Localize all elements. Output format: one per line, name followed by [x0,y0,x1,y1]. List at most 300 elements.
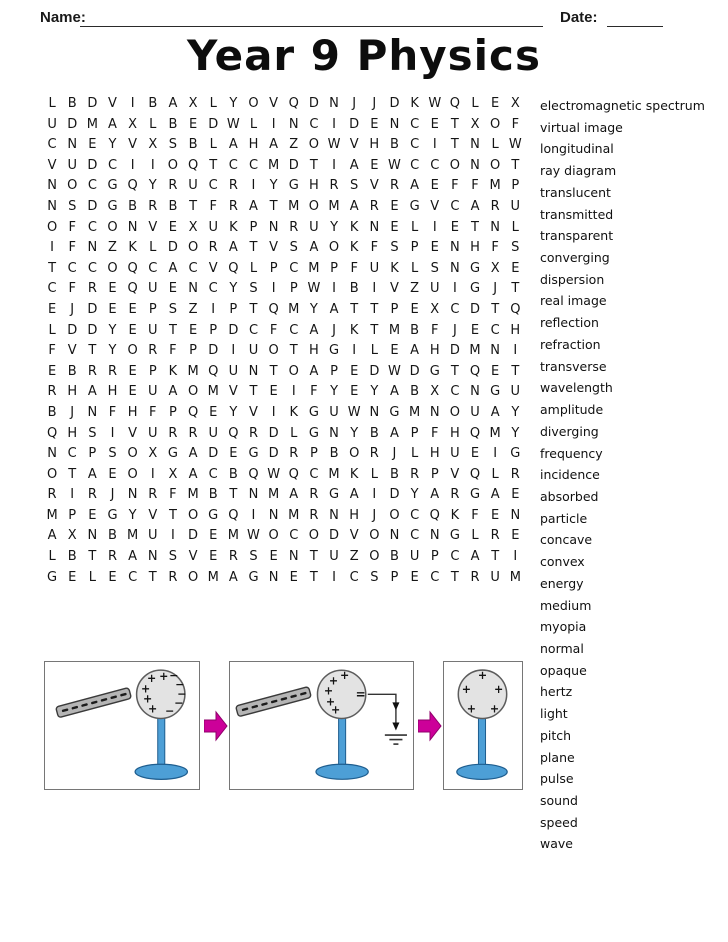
grid-row [42,176,525,197]
grid-letter: R [369,198,379,214]
grid-letter: D [87,198,98,214]
grid-letter: V [128,425,138,441]
grid-letter: E [269,384,278,400]
word-list-item: wave [540,836,573,852]
grid-letter: C [128,569,138,585]
grid-letter: B [128,198,138,214]
electroscope-step-2-panel [229,661,414,790]
grid-letter: A [228,137,238,153]
grid-letter: H [429,446,440,462]
grid-letter: C [450,198,460,214]
grid-letter: C [450,301,460,317]
grid-letter: C [349,569,359,585]
grid-letter: E [47,301,57,317]
grid-letter: U [510,198,521,214]
grid-letter: R [510,466,520,482]
grid-letter: Y [511,404,520,420]
grid-letter: O [449,157,460,173]
grid-letter: T [168,507,177,523]
grid-letter: D [228,322,239,338]
grid-letter: W [307,281,321,297]
plus-charge: + [461,683,472,697]
grid-letter: T [249,240,258,256]
grid-letter: G [107,507,118,523]
electroscope-step-1-drawing [45,662,199,789]
grid-letter: A [228,240,238,256]
grid-letter: H [67,425,78,441]
grid-letter: E [188,116,198,132]
grid-letter: Q [228,507,239,523]
grid-letter: E [209,549,218,565]
grid-letter: I [271,404,276,420]
grid-letter: C [228,157,238,173]
grid-letter: V [450,466,460,482]
grid-letter: K [410,96,419,111]
grid-letter: R [329,178,339,194]
grid-row [42,321,525,342]
grid-letter: O [328,240,340,256]
grid-letter: N [87,240,98,256]
grid-row [42,135,525,156]
charged-rod [56,688,132,718]
grid-letter: T [289,343,298,359]
grid-row [42,94,525,115]
grid-letter: O [127,466,138,482]
grid-letter: A [168,260,178,276]
grid-letter: H [309,343,319,359]
grid-letter: E [108,281,117,297]
grid-letter: N [87,404,98,420]
grid-letter: H [449,425,460,441]
word-list-item: normal [540,640,584,656]
grid-letter: Y [330,219,339,235]
grid-letter: P [330,363,338,379]
grid-letter: M [46,507,58,523]
minus-charge: − [169,669,179,683]
word-list-item: wavelength [540,380,613,396]
grid-letter: I [332,157,336,173]
grid-letter: B [369,425,379,441]
grid-letter: P [390,569,399,585]
grid-letter: P [229,301,238,317]
grid-letter: C [208,178,218,194]
word-list-item: real image [540,293,607,309]
grid-letter: N [389,116,400,132]
grid-letter: N [429,404,440,420]
minus-charge: − [165,704,175,718]
grid-letter: F [350,260,358,276]
grid-letter: H [248,137,259,153]
grid-letter: R [168,178,178,194]
grid-row [42,197,525,218]
grid-letter: O [369,549,380,565]
grid-letter: T [450,116,459,132]
grid-letter: H [127,404,138,420]
grid-letter: Q [510,301,521,317]
grid-letter: C [289,322,299,338]
grid-letter: B [390,137,399,153]
grid-letter: N [188,281,198,297]
grid-row [42,547,525,568]
grid-letter: I [372,487,377,503]
grid-letter: A [228,569,238,585]
grid-letter: T [491,301,500,317]
electroscope-step-3-panel [443,661,523,790]
grid-letter: T [511,363,520,379]
grid-row [42,506,525,527]
grid-letter: L [410,260,419,276]
grid-letter: O [308,198,320,214]
grid-letter: R [107,549,118,565]
word-list-item: dispersion [540,271,605,287]
step-arrow-icon [418,710,442,742]
grid-letter: M [288,301,300,317]
grid-letter: C [107,157,118,173]
grid-letter: D [268,425,279,441]
grid-letter: Z [108,240,117,256]
grid-letter: L [471,528,479,544]
grid-letter: J [70,404,75,420]
plus-charge: + [477,669,488,683]
grid-letter: F [431,322,439,338]
grid-letter: E [511,260,520,276]
grid-letter: D [329,528,340,544]
grid-letter: C [208,466,218,482]
grid-letter: J [372,96,377,111]
word-list-item: converging [540,250,610,266]
grid-letter: B [188,137,198,153]
grid-letter: P [430,549,439,565]
grid-letter: O [369,528,380,544]
grid-letter: D [208,343,219,359]
grid-letter: S [168,137,178,153]
grid-letter: O [490,157,501,173]
grid-letter: F [370,240,379,256]
grid-letter: V [47,157,57,173]
grid-letter: C [67,446,77,462]
grid-letter: C [410,157,420,173]
grid-letter: G [288,178,299,194]
grid-letter: R [389,178,399,194]
grid-letter: Z [289,137,299,153]
grid-letter: I [332,281,336,297]
grid-letter: G [308,404,319,420]
word-list-item: ray diagram [540,163,617,179]
grid-letter: E [430,240,439,256]
grid-letter: O [127,446,138,462]
grid-letter: N [490,343,501,359]
plus-charge: + [148,702,158,716]
word-list-item: speed [540,814,578,830]
grid-letter: I [271,281,276,297]
grid-letter: M [328,466,340,482]
grid-letter: D [449,343,460,359]
grid-letter: D [87,96,98,111]
grid-letter: I [251,507,256,523]
grid-letter: U [409,549,420,565]
grid-letter: G [389,404,400,420]
grid-letter: A [349,487,359,503]
plus-charge: + [339,669,350,683]
grid-letter: U [148,281,158,297]
grid-letter: E [88,137,97,153]
grid-letter: X [67,528,77,544]
grid-letter: U [248,343,259,359]
grid-letter: C [430,157,440,173]
grid-letter: I [271,116,276,132]
grid-letter: P [390,301,399,317]
grid-letter: O [288,363,299,379]
grid-letter: E [289,569,298,585]
grid-letter: P [410,240,419,256]
grid-letter: I [130,157,135,173]
grid-letter: C [87,219,97,235]
grid-letter: U [148,322,158,338]
grid-letter: C [490,322,500,338]
grid-letter: I [372,281,377,297]
grid-letter: O [308,137,320,153]
charged-rod [236,687,312,717]
word-list-item: sound [540,793,578,808]
grid-letter: O [187,240,199,256]
grid-letter: B [228,466,238,482]
grid-letter: B [47,404,57,420]
plus-charge: + [147,672,157,686]
grid-letter: U [329,549,339,565]
grid-letter: L [290,425,298,441]
grid-letter: B [108,528,117,544]
word-list-item: longitudinal [540,141,614,157]
grid-letter: Q [127,281,138,297]
grid-letter: P [189,343,197,359]
grid-letter: V [128,137,138,153]
grid-letter: L [149,240,157,256]
grid-letter: T [269,198,278,214]
grid-letter: C [248,157,259,173]
grid-letter: M [86,116,98,132]
grid-letter: S [249,281,258,297]
grid-letter: R [47,487,57,503]
grid-letter: Y [108,137,117,153]
grid-letter: P [289,281,298,297]
grid-row [42,279,525,300]
plus-charge: + [328,674,339,688]
grid-letter: J [70,301,75,317]
grid-letter: X [510,96,520,111]
grid-letter: E [269,549,278,565]
grid-row [42,259,525,280]
grid-letter: C [450,549,460,565]
grid-letter: S [68,198,77,214]
word-list-item: light [540,706,568,722]
grid-letter: E [128,301,137,317]
grid-letter: G [469,487,481,503]
grid-letter: P [430,466,439,482]
grid-letter: O [449,404,460,420]
grid-letter: T [491,549,500,565]
grid-row [42,568,525,589]
electroscope-step-1-panel [44,661,200,790]
grid-letter: N [369,219,380,235]
grid-letter: G [47,569,58,585]
grid-letter: T [48,260,57,276]
grid-letter: L [370,466,378,482]
grid-letter: K [349,219,359,235]
grid-letter: P [88,446,97,462]
grid-letter: G [308,425,319,441]
grid-letter: R [228,198,238,214]
grid-letter: M [227,528,239,544]
grid-letter: D [87,301,98,317]
grid-letter: A [430,487,440,503]
grid-letter: D [409,363,420,379]
grid-letter: C [430,569,440,585]
grid-letter: N [490,219,501,235]
grid-letter: C [289,528,299,544]
grid-letter: I [70,487,75,503]
grid-letter: Q [449,96,460,111]
grid-letter: E [370,157,379,173]
grid-letter: X [188,96,198,111]
grid-letter: E [168,219,178,235]
grid-letter: H [349,507,360,523]
grid-letter: F [471,507,479,523]
grid-letter: A [390,384,399,400]
grid-letter: C [188,260,198,276]
grid-letter: Y [370,384,379,400]
sphere-stand [339,717,346,767]
grid-letter: R [148,343,158,359]
grid-row [42,382,525,403]
grid-letter: D [188,528,199,544]
word-list-item: hertz [540,684,573,700]
grid-letter: T [350,301,359,317]
grid-letter: C [309,116,319,132]
grid-letter: E [168,281,178,297]
grid-letter: N [127,219,138,235]
grid-letter: X [168,466,178,482]
grid-letter: T [511,281,520,297]
grid-letter: G [490,384,501,400]
grid-letter: F [68,281,76,297]
grid-row [42,362,525,383]
grid-letter: E [410,301,419,317]
grid-letter: A [188,466,198,482]
grid-letter: V [148,219,158,235]
grid-letter: N [329,96,339,111]
plus-charge: + [159,670,169,684]
grid-letter: S [108,446,117,462]
grid-letter: T [249,384,258,400]
plus-charge: + [323,684,334,698]
grid-letter: T [450,137,459,153]
grid-letter: B [349,281,359,297]
grid-letter: S [168,549,178,565]
grid-letter: Z [349,549,359,565]
grid-letter: R [309,507,319,523]
grid-letter: R [490,528,500,544]
grid-letter: D [167,240,178,256]
grid-letter: N [470,137,480,153]
grid-letter: N [389,528,400,544]
grid-letter: L [209,137,217,153]
grid-letter: D [87,157,98,173]
grid-letter: Q [268,301,279,317]
grid-letter: C [410,528,420,544]
grid-letter: M [408,404,421,420]
grid-letter: U [148,528,158,544]
grid-row [42,424,525,445]
grid-letter: S [430,260,439,276]
grid-letter: M [388,322,401,338]
grid-letter: R [289,446,299,462]
grid-letter: Y [148,178,157,194]
grid-letter: W [388,157,401,173]
grid-letter: F [511,116,520,132]
grid-letter: D [87,322,98,338]
word-list-item: diverging [540,423,599,439]
grid-letter: P [168,404,177,420]
grid-letter: C [148,260,158,276]
grid-letter: Y [330,384,339,400]
grid-letter: E [470,446,480,462]
grid-letter: N [429,528,440,544]
grid-letter: B [410,384,420,400]
grid-letter: A [128,549,138,565]
grid-letter: N [87,528,98,544]
grid-letter: T [471,219,479,235]
grid-letter: L [48,96,56,111]
grid-letter: R [369,446,379,462]
grid-letter: T [88,343,97,359]
grid-letter: S [168,301,178,317]
grid-letter: A [47,528,57,544]
grid-letter: E [390,198,399,214]
sphere-stand [478,717,485,767]
grid-letter: E [491,363,500,379]
grid-letter: B [329,446,339,462]
grid-letter: R [410,466,420,482]
grid-letter: U [67,157,77,173]
grid-letter: I [291,384,296,400]
grid-letter: M [328,198,340,214]
grid-letter: C [450,384,460,400]
grid-letter: N [369,404,380,420]
grid-letter: T [168,322,177,338]
grid-letter: Q [228,260,239,276]
grid-letter: N [47,198,57,214]
grid-letter: P [249,219,258,235]
grid-letter: R [148,198,158,214]
grid-letter: E [108,569,117,585]
grid-letter: N [510,507,521,523]
grid-letter: S [370,569,379,585]
grid-letter: K [349,466,359,482]
grid-letter: F [48,343,56,359]
grid-letter: P [410,425,419,441]
grid-letter: O [187,384,199,400]
grid-letter: X [188,219,198,235]
grid-letter: C [87,260,97,276]
grid-letter: M [489,425,501,441]
grid-letter: W [388,363,401,379]
grid-letter: V [67,343,77,359]
grid-row [42,485,525,506]
grid-letter: T [229,487,238,503]
grid-letter: E [491,96,500,111]
grid-letter: L [249,260,258,276]
grid-letter: K [349,240,359,256]
